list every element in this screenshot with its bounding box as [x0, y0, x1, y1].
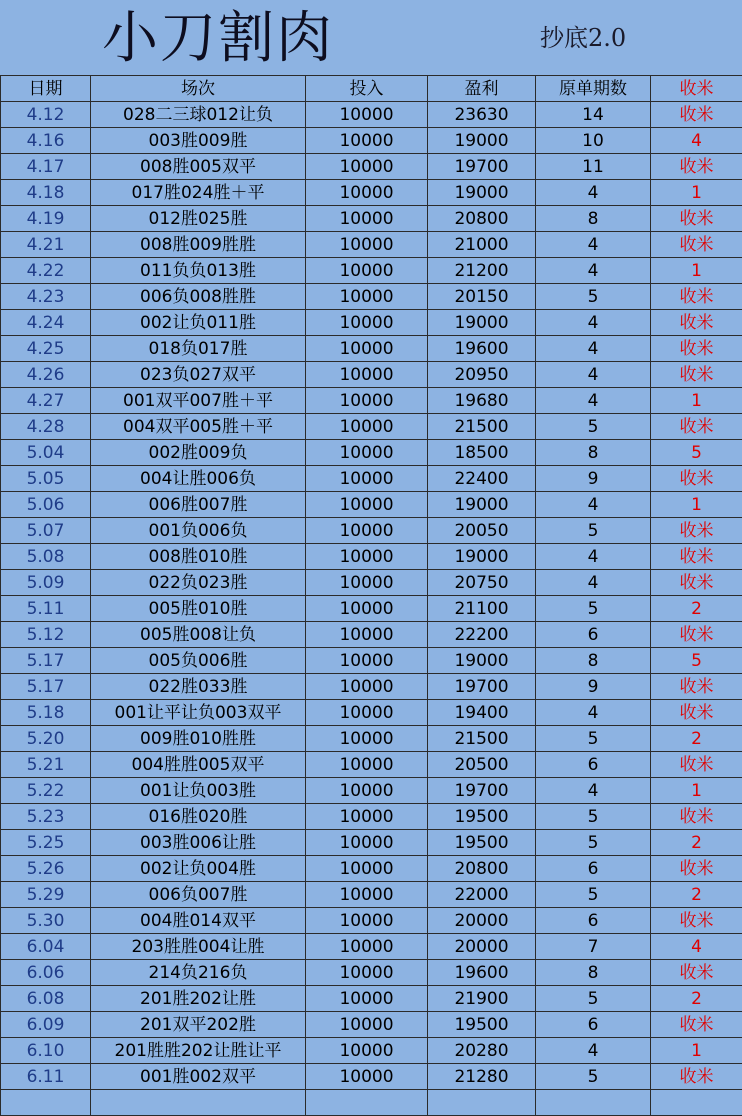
cell-status: 1	[651, 258, 742, 284]
cell-profit: 21000	[428, 232, 536, 258]
cell-status: 收米	[651, 154, 742, 180]
cell-status: 收米	[651, 336, 742, 362]
cell-match: 001胜002双平	[91, 1064, 306, 1090]
cell-date: 4.16	[1, 128, 91, 154]
cell-status: 收米	[651, 284, 742, 310]
cell-investment: 10000	[306, 466, 428, 492]
cell-date: 5.08	[1, 544, 91, 570]
cell-date: 5.20	[1, 726, 91, 752]
cell-match: 004双平005胜＋平	[91, 414, 306, 440]
cell-profit: 19400	[428, 700, 536, 726]
table-row	[1, 570, 742, 596]
cell-periods: 8	[536, 648, 651, 674]
cell-date: 5.26	[1, 856, 91, 882]
cell-match: 017胜024胜＋平	[91, 180, 306, 206]
cell-match: 001双平007胜＋平	[91, 388, 306, 414]
header-investment: 投入	[306, 76, 428, 102]
cell-match: 004胜胜005双平	[91, 752, 306, 778]
cell-investment: 10000	[306, 180, 428, 206]
cell-investment: 10000	[306, 596, 428, 622]
cell-status: 1	[651, 1038, 742, 1064]
cell-profit: 19500	[428, 804, 536, 830]
cell-date	[1, 1090, 91, 1116]
header-profit: 盈利	[428, 76, 536, 102]
cell-profit: 19000	[428, 492, 536, 518]
cell-periods: 4	[536, 700, 651, 726]
cell-date: 6.04	[1, 934, 91, 960]
records-table	[0, 75, 742, 1116]
cell-investment: 10000	[306, 492, 428, 518]
cell-profit: 22200	[428, 622, 536, 648]
cell-date: 5.04	[1, 440, 91, 466]
cell-date: 5.21	[1, 752, 91, 778]
cell-match: 008胜005双平	[91, 154, 306, 180]
cell-periods: 4	[536, 388, 651, 414]
cell-status	[651, 1090, 742, 1116]
cell-periods: 14	[536, 102, 651, 128]
cell-investment: 10000	[306, 960, 428, 986]
cell-date: 5.29	[1, 882, 91, 908]
cell-investment: 10000	[306, 986, 428, 1012]
table-row	[1, 830, 742, 856]
cell-investment: 10000	[306, 700, 428, 726]
cell-date: 4.12	[1, 102, 91, 128]
cell-date: 5.17	[1, 674, 91, 700]
cell-match: 009胜010胜胜	[91, 726, 306, 752]
cell-periods: 5	[536, 986, 651, 1012]
cell-match: 012胜025胜	[91, 206, 306, 232]
header-status: 收米	[651, 76, 742, 102]
cell-periods: 9	[536, 674, 651, 700]
cell-status: 5	[651, 440, 742, 466]
cell-periods: 4	[536, 492, 651, 518]
cell-profit: 20280	[428, 1038, 536, 1064]
cell-profit: 18500	[428, 440, 536, 466]
cell-date: 4.25	[1, 336, 91, 362]
cell-date: 4.23	[1, 284, 91, 310]
cell-investment: 10000	[306, 154, 428, 180]
cell-profit: 19500	[428, 830, 536, 856]
cell-match: 022负023胜	[91, 570, 306, 596]
cell-status: 收米	[651, 622, 742, 648]
cell-profit: 20050	[428, 518, 536, 544]
cell-date: 5.25	[1, 830, 91, 856]
cell-status: 1	[651, 492, 742, 518]
cell-date: 5.12	[1, 622, 91, 648]
cell-match: 001负006负	[91, 518, 306, 544]
table-row	[1, 388, 742, 414]
table-row	[1, 882, 742, 908]
cell-date: 5.22	[1, 778, 91, 804]
cell-match: 006胜007胜	[91, 492, 306, 518]
cell-match: 002胜009负	[91, 440, 306, 466]
cell-periods: 5	[536, 518, 651, 544]
cell-investment: 10000	[306, 726, 428, 752]
table-row	[1, 804, 742, 830]
cell-status: 1	[651, 388, 742, 414]
cell-investment: 10000	[306, 206, 428, 232]
cell-periods: 5	[536, 726, 651, 752]
table-row	[1, 362, 742, 388]
cell-match: 201胜202让胜	[91, 986, 306, 1012]
cell-periods: 4	[536, 232, 651, 258]
cell-investment: 10000	[306, 752, 428, 778]
cell-profit: 21500	[428, 414, 536, 440]
cell-date: 4.26	[1, 362, 91, 388]
table-row	[1, 180, 742, 206]
cell-date: 6.06	[1, 960, 91, 986]
cell-profit: 20800	[428, 856, 536, 882]
table-row	[1, 934, 742, 960]
cell-match: 028二三球012让负	[91, 102, 306, 128]
table-row	[1, 414, 742, 440]
cell-status: 4	[651, 128, 742, 154]
table-row	[1, 206, 742, 232]
cell-investment: 10000	[306, 830, 428, 856]
cell-date: 5.30	[1, 908, 91, 934]
table-row	[1, 440, 742, 466]
cell-investment: 10000	[306, 934, 428, 960]
cell-date: 4.24	[1, 310, 91, 336]
cell-date: 5.18	[1, 700, 91, 726]
cell-date: 5.05	[1, 466, 91, 492]
page-title: 小刀割肉	[102, 6, 334, 71]
cell-periods: 6	[536, 1012, 651, 1038]
cell-date: 5.07	[1, 518, 91, 544]
cell-investment: 10000	[306, 362, 428, 388]
cell-profit: 21280	[428, 1064, 536, 1090]
table-row	[1, 752, 742, 778]
cell-status: 2	[651, 882, 742, 908]
cell-profit: 19000	[428, 310, 536, 336]
cell-status: 1	[651, 180, 742, 206]
cell-date: 5.23	[1, 804, 91, 830]
cell-investment: 10000	[306, 440, 428, 466]
cell-match: 016胜020胜	[91, 804, 306, 830]
cell-status: 收米	[651, 960, 742, 986]
cell-date: 6.10	[1, 1038, 91, 1064]
cell-periods: 5	[536, 830, 651, 856]
cell-periods: 4	[536, 310, 651, 336]
cell-date: 4.21	[1, 232, 91, 258]
table-row	[1, 908, 742, 934]
cell-match: 018负017胜	[91, 336, 306, 362]
cell-investment: 10000	[306, 518, 428, 544]
cell-profit: 22400	[428, 466, 536, 492]
table-row	[1, 1012, 742, 1038]
cell-investment: 10000	[306, 1038, 428, 1064]
header-match: 场次	[91, 76, 306, 102]
cell-profit: 19000	[428, 128, 536, 154]
cell-profit: 19000	[428, 180, 536, 206]
cell-investment: 10000	[306, 570, 428, 596]
cell-status: 4	[651, 934, 742, 960]
cell-status: 2	[651, 726, 742, 752]
cell-periods: 9	[536, 466, 651, 492]
table-row	[1, 336, 742, 362]
cell-profit	[428, 1090, 536, 1116]
header-date: 日期	[1, 76, 91, 102]
page-subtitle: 抄底2.0	[540, 24, 627, 52]
cell-status: 收米	[651, 804, 742, 830]
cell-status: 收米	[651, 1012, 742, 1038]
table-row	[1, 1064, 742, 1090]
cell-periods	[536, 1090, 651, 1116]
table-row	[1, 102, 742, 128]
cell-profit: 19700	[428, 674, 536, 700]
cell-status: 收米	[651, 544, 742, 570]
cell-status: 收米	[651, 102, 742, 128]
cell-date: 4.18	[1, 180, 91, 206]
cell-profit: 22000	[428, 882, 536, 908]
cell-investment: 10000	[306, 856, 428, 882]
cell-investment: 10000	[306, 336, 428, 362]
cell-profit: 19700	[428, 778, 536, 804]
cell-investment: 10000	[306, 414, 428, 440]
table-row	[1, 492, 742, 518]
cell-match: 023负027双平	[91, 362, 306, 388]
table-row	[1, 1038, 742, 1064]
cell-investment: 10000	[306, 882, 428, 908]
cell-investment: 10000	[306, 674, 428, 700]
cell-match: 022胜033胜	[91, 674, 306, 700]
table-row	[1, 310, 742, 336]
cell-match: 201胜胜202让胜让平	[91, 1038, 306, 1064]
cell-status: 收米	[651, 362, 742, 388]
cell-date: 5.17	[1, 648, 91, 674]
cell-status: 收米	[651, 232, 742, 258]
cell-match: 005胜008让负	[91, 622, 306, 648]
cell-match: 003胜009胜	[91, 128, 306, 154]
table-row	[1, 128, 742, 154]
cell-profit: 20000	[428, 934, 536, 960]
cell-match: 002让负011胜	[91, 310, 306, 336]
cell-status: 收米	[651, 908, 742, 934]
header-periods: 原单期数	[536, 76, 651, 102]
cell-status: 收米	[651, 700, 742, 726]
cell-periods: 4	[536, 180, 651, 206]
table-row	[1, 1090, 742, 1116]
cell-investment: 10000	[306, 778, 428, 804]
cell-profit: 20150	[428, 284, 536, 310]
cell-profit: 20750	[428, 570, 536, 596]
cell-match: 003胜006让胜	[91, 830, 306, 856]
cell-match: 005负006胜	[91, 648, 306, 674]
cell-profit: 21200	[428, 258, 536, 284]
cell-periods: 8	[536, 206, 651, 232]
cell-periods: 11	[536, 154, 651, 180]
header-row	[1, 76, 742, 102]
cell-periods: 5	[536, 804, 651, 830]
cell-match: 203胜胜004让胜	[91, 934, 306, 960]
cell-profit: 21500	[428, 726, 536, 752]
cell-match: 214负216负	[91, 960, 306, 986]
cell-investment: 10000	[306, 310, 428, 336]
table-row	[1, 596, 742, 622]
cell-periods: 4	[536, 362, 651, 388]
cell-periods: 6	[536, 752, 651, 778]
cell-investment: 10000	[306, 622, 428, 648]
table-row	[1, 986, 742, 1012]
cell-status: 5	[651, 648, 742, 674]
cell-status: 收米	[651, 310, 742, 336]
cell-match: 004让胜006负	[91, 466, 306, 492]
cell-investment: 10000	[306, 258, 428, 284]
cell-periods: 4	[536, 544, 651, 570]
cell-investment: 10000	[306, 1012, 428, 1038]
cell-periods: 5	[536, 1064, 651, 1090]
table-row	[1, 284, 742, 310]
cell-periods: 8	[536, 960, 651, 986]
cell-match: 006负007胜	[91, 882, 306, 908]
table-row	[1, 232, 742, 258]
cell-status: 收米	[651, 1064, 742, 1090]
table-row	[1, 700, 742, 726]
cell-periods: 4	[536, 258, 651, 284]
cell-status: 收米	[651, 466, 742, 492]
table-row	[1, 154, 742, 180]
cell-investment: 10000	[306, 1064, 428, 1090]
cell-profit: 19680	[428, 388, 536, 414]
table-row	[1, 258, 742, 284]
cell-profit: 19600	[428, 336, 536, 362]
table-row	[1, 648, 742, 674]
table-row	[1, 856, 742, 882]
cell-status: 2	[651, 596, 742, 622]
table-row	[1, 466, 742, 492]
cell-profit: 19000	[428, 544, 536, 570]
cell-profit: 19500	[428, 1012, 536, 1038]
cell-date: 4.22	[1, 258, 91, 284]
cell-profit: 20950	[428, 362, 536, 388]
cell-investment: 10000	[306, 102, 428, 128]
cell-match: 005胜010胜	[91, 596, 306, 622]
cell-match: 006负008胜胜	[91, 284, 306, 310]
cell-profit: 19000	[428, 648, 536, 674]
cell-match	[91, 1090, 306, 1116]
table-row	[1, 622, 742, 648]
cell-status: 收米	[651, 206, 742, 232]
cell-profit: 21900	[428, 986, 536, 1012]
cell-date: 5.09	[1, 570, 91, 596]
cell-status: 收米	[651, 570, 742, 596]
cell-match: 001让负003胜	[91, 778, 306, 804]
cell-profit: 21100	[428, 596, 536, 622]
cell-status: 收米	[651, 414, 742, 440]
cell-date: 4.27	[1, 388, 91, 414]
cell-investment: 10000	[306, 804, 428, 830]
cell-periods: 4	[536, 778, 651, 804]
cell-investment	[306, 1090, 428, 1116]
table-row	[1, 726, 742, 752]
cell-investment: 10000	[306, 388, 428, 414]
cell-periods: 10	[536, 128, 651, 154]
cell-date: 5.06	[1, 492, 91, 518]
cell-date: 6.08	[1, 986, 91, 1012]
cell-date: 4.19	[1, 206, 91, 232]
cell-status: 1	[651, 778, 742, 804]
cell-periods: 6	[536, 622, 651, 648]
cell-status: 2	[651, 986, 742, 1012]
cell-match: 001让平让负003双平	[91, 700, 306, 726]
cell-status: 收米	[651, 752, 742, 778]
cell-profit: 19700	[428, 154, 536, 180]
cell-periods: 7	[536, 934, 651, 960]
cell-periods: 6	[536, 908, 651, 934]
table-row	[1, 778, 742, 804]
cell-profit: 20800	[428, 206, 536, 232]
cell-periods: 6	[536, 856, 651, 882]
cell-status: 收米	[651, 674, 742, 700]
cell-status: 收米	[651, 518, 742, 544]
cell-date: 5.11	[1, 596, 91, 622]
cell-match: 011负负013胜	[91, 258, 306, 284]
cell-profit: 20500	[428, 752, 536, 778]
cell-investment: 10000	[306, 128, 428, 154]
table-row	[1, 544, 742, 570]
table-row	[1, 518, 742, 544]
cell-investment: 10000	[306, 908, 428, 934]
cell-periods: 8	[536, 440, 651, 466]
cell-match: 002让负004胜	[91, 856, 306, 882]
cell-investment: 10000	[306, 544, 428, 570]
cell-investment: 10000	[306, 648, 428, 674]
cell-periods: 4	[536, 1038, 651, 1064]
cell-investment: 10000	[306, 284, 428, 310]
cell-periods: 4	[536, 336, 651, 362]
cell-investment: 10000	[306, 232, 428, 258]
cell-date: 4.28	[1, 414, 91, 440]
cell-profit: 20000	[428, 908, 536, 934]
cell-match: 008胜010胜	[91, 544, 306, 570]
cell-date: 4.17	[1, 154, 91, 180]
cell-periods: 5	[536, 284, 651, 310]
cell-status: 收米	[651, 856, 742, 882]
cell-periods: 5	[536, 596, 651, 622]
cell-match: 201双平202胜	[91, 1012, 306, 1038]
cell-periods: 5	[536, 414, 651, 440]
table-row	[1, 674, 742, 700]
cell-periods: 5	[536, 882, 651, 908]
cell-status: 2	[651, 830, 742, 856]
table-row	[1, 960, 742, 986]
cell-match: 004胜014双平	[91, 908, 306, 934]
cell-match: 008胜009胜胜	[91, 232, 306, 258]
cell-profit: 19600	[428, 960, 536, 986]
cell-date: 6.11	[1, 1064, 91, 1090]
cell-profit: 23630	[428, 102, 536, 128]
cell-date: 6.09	[1, 1012, 91, 1038]
title-bar	[0, 0, 742, 76]
cell-periods: 4	[536, 570, 651, 596]
